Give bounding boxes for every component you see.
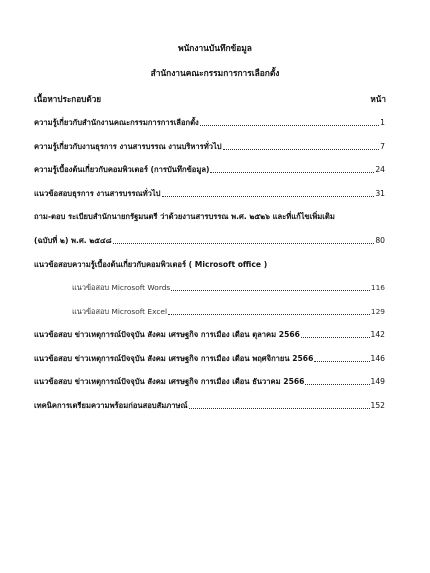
contents-header bbox=[34, 93, 386, 105]
toc-entry bbox=[34, 353, 385, 364]
toc-entry-page: 7 bbox=[380, 142, 385, 151]
toc-entry-label: แนวข้อสอบ ข่าวเหตุการณ์ปัจจุบัน สังคม เศรษฐกิจ การเมือง เดือน ตุลาคม 2566 bbox=[34, 330, 300, 339]
toc-entry bbox=[34, 141, 385, 152]
toc-entry bbox=[34, 400, 385, 411]
leader-dots bbox=[210, 172, 374, 173]
toc-entry-page: 142 bbox=[370, 330, 385, 339]
toc-subentry bbox=[72, 306, 385, 317]
toc-entry bbox=[34, 329, 385, 340]
toc-entry bbox=[34, 117, 385, 128]
toc-entry-page: 152 bbox=[370, 401, 385, 410]
toc-entry-label: แนวข้อสอบ ข่าวเหตุการณ์ปัจจุบัน สังคม เศรษฐกิจ การเมือง เดือน ธันวาคม 2566 bbox=[34, 377, 305, 386]
leader-dots bbox=[168, 314, 370, 315]
toc-entry-label: ความรู้เกี่ยวกับสำนักงานคณะกรรมการการเลือกตั้ง bbox=[34, 118, 199, 127]
leader-dots bbox=[171, 290, 370, 291]
toc-entry-label: แนวข้อสอบ Microsoft Excel bbox=[72, 307, 168, 316]
toc-subentry bbox=[72, 282, 385, 293]
leader-dots bbox=[305, 384, 369, 385]
toc-entry-page: 24 bbox=[375, 165, 385, 174]
leader-dots bbox=[314, 361, 369, 362]
leader-dots bbox=[301, 337, 370, 338]
document-title: พนักงานบันทึกข้อมูล bbox=[178, 43, 252, 53]
toc-entry-label: แนวข้อสอบ ข่าวเหตุการณ์ปัจจุบัน สังคม เศรษฐกิจ การเมือง เดือน พฤศจิกายน 2566 bbox=[34, 354, 314, 363]
leader-dots bbox=[200, 125, 379, 126]
document-subtitle: สำนักงานคณะกรรมการการเลือกตั้ง bbox=[150, 68, 280, 78]
toc-entry-page: 80 bbox=[375, 236, 385, 245]
leader-dots bbox=[113, 243, 375, 244]
leader-dots bbox=[162, 196, 375, 197]
toc-entry bbox=[34, 211, 385, 222]
toc-entry bbox=[34, 235, 385, 246]
toc-entry-page: 129 bbox=[370, 307, 385, 316]
leader-dots bbox=[189, 408, 370, 409]
toc-entry-label: ความรู้เกี่ยวกับงานธุรการ งานสารบรรณ งานบริหารทั่วไป bbox=[34, 142, 222, 151]
toc-entry bbox=[34, 164, 385, 175]
toc-entry bbox=[34, 376, 385, 387]
toc-entry-page: 116 bbox=[370, 283, 385, 292]
toc-entry-page: 146 bbox=[370, 354, 385, 363]
toc-entry-label: แนวข้อสอบธุรการ งานสารบรรณทั่วไป bbox=[34, 189, 161, 198]
contents-label: เนื้อหาประกอบด้วย bbox=[34, 94, 102, 104]
toc-entry-page: 31 bbox=[375, 189, 385, 198]
toc-entry-page: 149 bbox=[370, 377, 385, 386]
toc-entry-label: ถาม-ตอบ ระเบียบสำนักนายกรัฐมนตรี ว่าด้วยงานสารบรรณ พ.ศ. ๒๕๒๖ และที่แก้ไขเพิ่มเติม bbox=[34, 212, 335, 221]
toc-entry bbox=[34, 259, 385, 270]
toc-entry-page: 1 bbox=[380, 118, 385, 127]
toc-entry bbox=[34, 188, 385, 199]
toc-entry-label: แนวข้อสอบความรู้เบื้องต้นเกี่ยวกับคอมพิวเตอร์ ( Microsoft office ) bbox=[34, 260, 268, 269]
page-column-label: หน้า bbox=[370, 94, 386, 104]
toc-entry-label: เทคนิคการเตรียมความพร้อมก่อนสอบสัมภาษณ์ bbox=[34, 401, 188, 410]
leader-dots bbox=[223, 149, 380, 150]
toc-entry-label: (ฉบับที่ ๒) พ.ศ. ๒๕๔๘ bbox=[34, 236, 112, 245]
toc-entry-label: ความรู้เบื้องต้นเกี่ยวกับคอมพิวเตอร์ (การบันทึกข้อมูล) bbox=[34, 165, 210, 174]
toc-entry-label: แนวข้อสอบ Microsoft Words bbox=[72, 283, 171, 292]
